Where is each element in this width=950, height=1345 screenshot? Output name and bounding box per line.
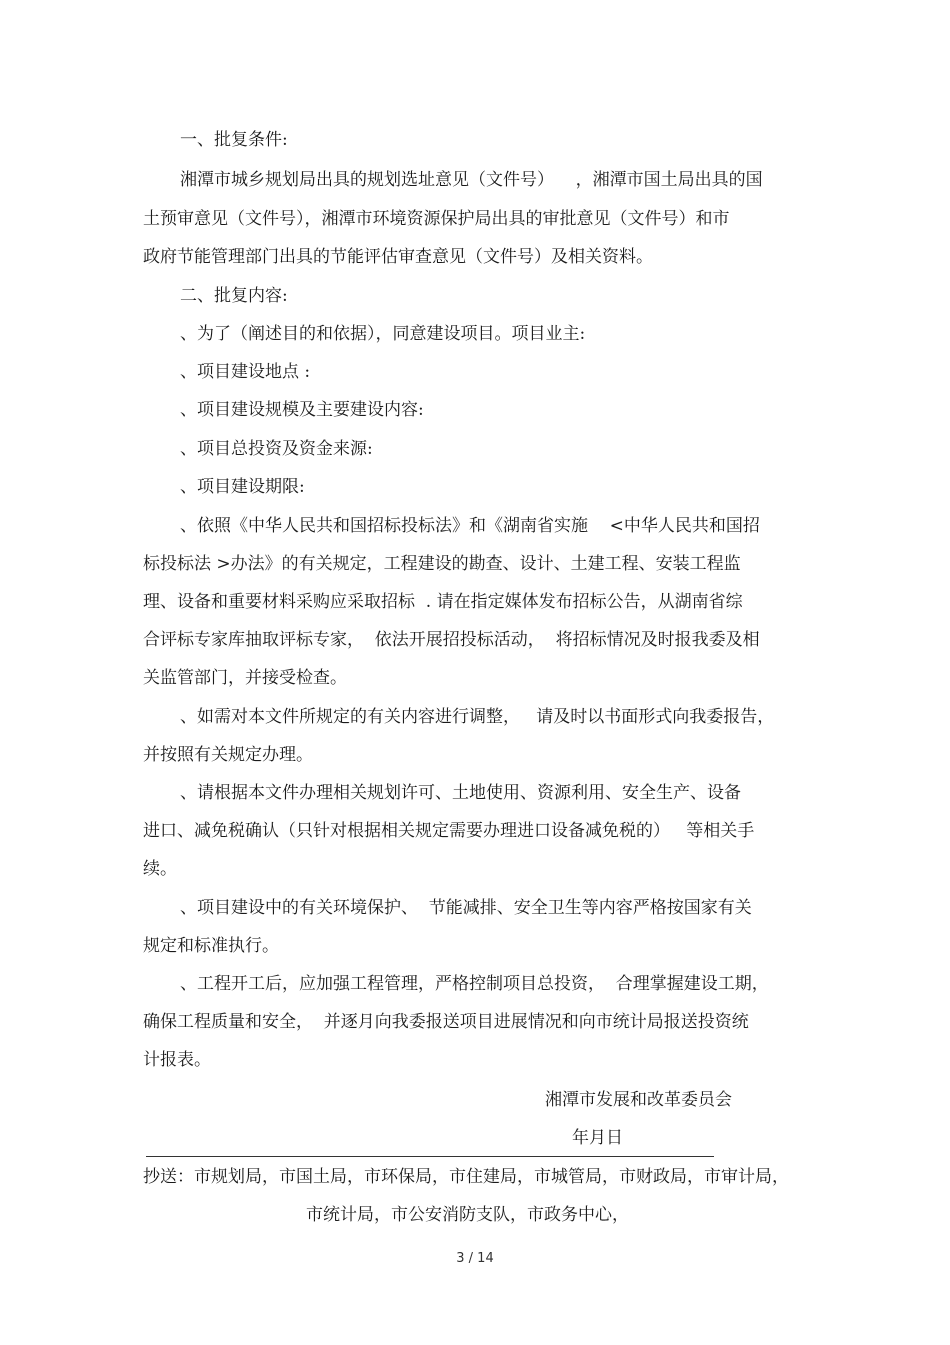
paragraph-line: 土预审意见（文件号），湘潭市环境资源保护局出具的审批意见（文件号）和市 bbox=[143, 209, 730, 229]
paragraph-line: 、项目建设期限: bbox=[180, 477, 305, 497]
paragraph-line: 进口、减免税确认（只针对根据相关规定需要办理进口设备减免税的） 等相关手 bbox=[143, 821, 755, 841]
cc-line: 抄送：市规划局，市国土局，市环保局，市住建局，市城管局，市财政局，市审计局， bbox=[143, 1167, 789, 1187]
paragraph-line: 理、设备和重要材料采购应采取招标 . 请在指定媒体发布招标公告，从湖南省综 bbox=[143, 592, 743, 612]
separator-rule bbox=[146, 1156, 714, 1157]
paragraph-line: 、请根据本文件办理相关规划许可、土地使用、资源利用、安全生产、设备 bbox=[180, 783, 741, 803]
paragraph-line: 、工程开工后，应加强工程管理，严格控制项目总投资， 合理掌握建设工期， bbox=[180, 974, 769, 994]
paragraph-line: 、为了（阐述目的和依据），同意建设项目。项目业主: bbox=[180, 324, 586, 344]
paragraph-line: 续。 bbox=[143, 859, 177, 879]
paragraph-line: 标投标法 >办法》的有关规定，工程建设的勘查、设计、土建工程、安装工程监 bbox=[143, 554, 741, 574]
paragraph-line: 政府节能管理部门出具的节能评估审查意见（文件号）及相关资料。 bbox=[143, 247, 653, 267]
section-heading: 二、批复内容: bbox=[180, 286, 288, 306]
paragraph-line: 合评标专家库抽取评标专家， 依法开展招投标活动， 将招标情况及时报我委及相 bbox=[143, 630, 760, 650]
paragraph-line: 、项目建设规模及主要建设内容: bbox=[180, 400, 424, 420]
section-heading: 一、批复条件: bbox=[180, 130, 288, 150]
paragraph-line: 、项目总投资及资金来源: bbox=[180, 439, 373, 459]
paragraph-line: 、依照《中华人民共和国招标投标法》和《湖南省实施 <中华人民共和国招 bbox=[180, 516, 760, 536]
signature-org: 湘潭市发展和改革委员会 bbox=[545, 1090, 732, 1110]
paragraph-line: 湘潭市城乡规划局出具的规划选址意见（文件号） ，湘潭市国土局出具的国 bbox=[180, 170, 763, 190]
paragraph-line: 关监管部门，并接受检查。 bbox=[143, 668, 347, 688]
page-number: 3 / 14 bbox=[456, 1251, 494, 1266]
paragraph-line: 确保工程质量和安全， 并逐月向我委报送项目进展情况和向市统计局报送投资统 bbox=[143, 1012, 749, 1032]
signature-date: 年月日 bbox=[572, 1128, 623, 1148]
cc-line: 市统计局，市公安消防支队，市政务中心， bbox=[306, 1205, 629, 1225]
paragraph-line: 并按照有关规定办理。 bbox=[143, 745, 313, 765]
paragraph-line: 、项目建设地点 : bbox=[180, 362, 311, 382]
paragraph-line: 、如需对本文件所规定的有关内容进行调整， 请及时以书面形式向我委报告， bbox=[180, 707, 775, 727]
paragraph-line: 规定和标准执行。 bbox=[143, 936, 279, 956]
paragraph-line: 、项目建设中的有关环境保护、 节能减排、安全卫生等内容严格按国家有关 bbox=[180, 898, 752, 918]
paragraph-line: 计报表。 bbox=[143, 1050, 211, 1070]
